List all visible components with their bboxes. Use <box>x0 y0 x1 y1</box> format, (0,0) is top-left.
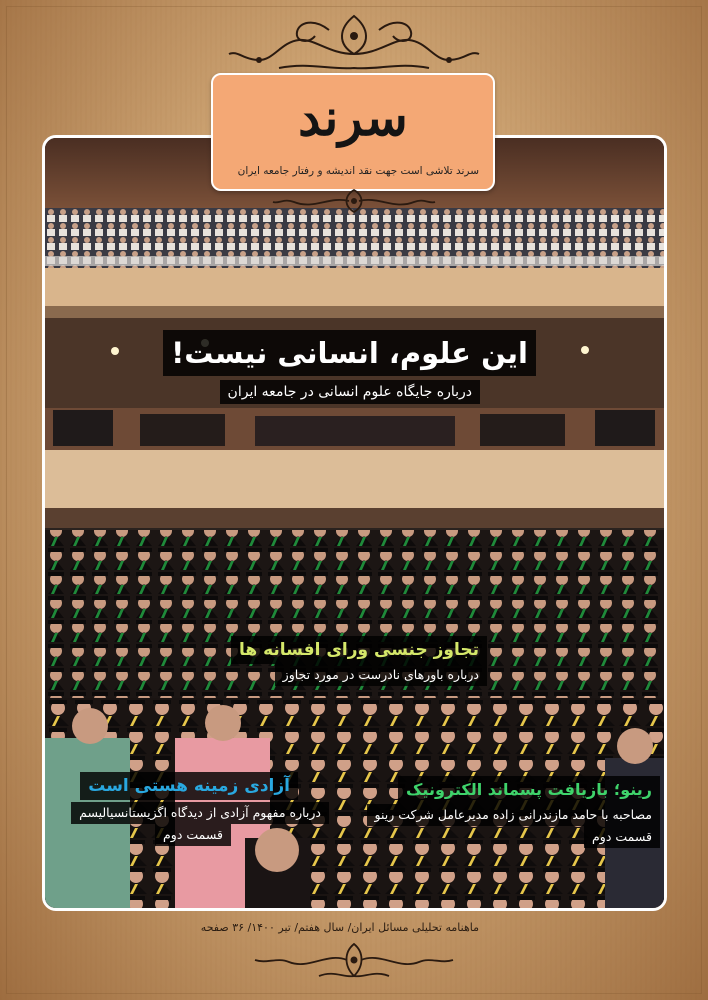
story-headline-freedom[interactable]: آزادی زمینه هستی است <box>80 772 298 800</box>
main-subtitle: درباره جایگاه علوم انسانی در جامعه ایران <box>220 380 480 404</box>
masthead <box>211 73 495 191</box>
story-part-reno: قسمت دوم <box>584 826 660 848</box>
magazine-title: سرند <box>298 88 408 147</box>
main-headline[interactable]: این علوم، انسانی نیست! <box>163 330 536 376</box>
issue-info: ماهنامه تحلیلی مسائل ایران/ سال هفتم/ تیر ۱۴۰۰/ ۳۶ صفحه <box>200 921 479 934</box>
story-subtitle-freedom: درباره مفهوم آزادی از دیدگاه اگزیستانسیالیسم <box>71 802 329 824</box>
story-headline-rape-myths[interactable]: تجاوز جنسی ورای افسانه ها <box>231 636 487 664</box>
story-subtitle-reno: مصاحبه با حامد مازندرانی زاده مدیرعامل شرکت رینو <box>367 804 660 826</box>
masthead-ornament-icon <box>269 186 439 216</box>
story-subtitle-rape-myths: درباره باورهای نادرست در مورد تجاوز <box>275 664 487 686</box>
magazine-tagline: سرند تلاشی است جهت نقد اندیشه و رفتار جامعه ایران <box>237 165 479 177</box>
story-headline-reno[interactable]: رینو؛ بازیافت پسماند الکترونیک <box>398 776 660 804</box>
top-ornament-icon <box>219 10 489 78</box>
story-part-freedom: قسمت دوم <box>155 824 231 846</box>
bottom-ornament-icon <box>249 940 459 982</box>
